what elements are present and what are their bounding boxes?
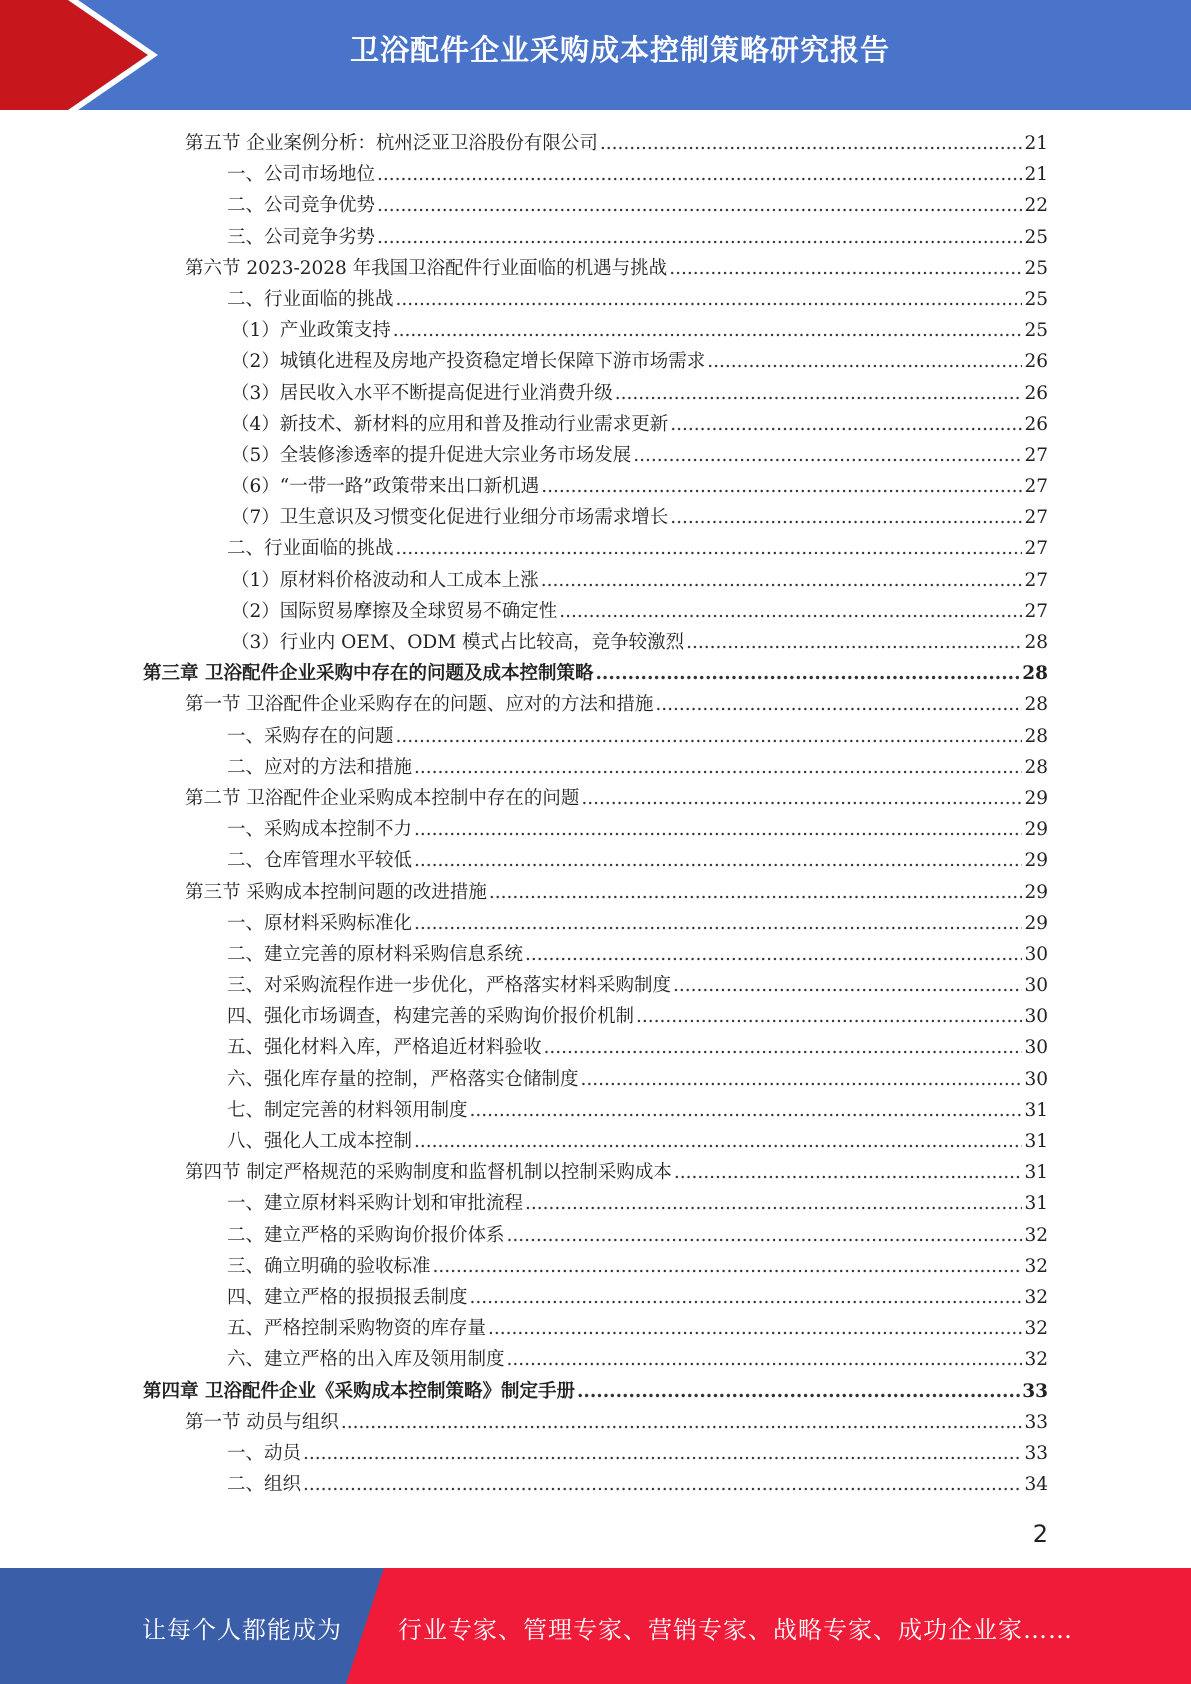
toc-entry[interactable] (143, 814, 1048, 845)
toc-entry-page: 30 (1024, 975, 1048, 997)
toc-entry-title: （3）行业内 OEM、ODM 模式占比较高，竞争较激烈 (231, 632, 685, 653)
toc-leader-dots (414, 814, 1022, 845)
toc-entry-title: （7）卫生意识及习惯变化促进行业细分市场需求增长 (231, 507, 669, 529)
toc-entry-page: 30 (1024, 1037, 1048, 1059)
toc-entry[interactable] (143, 1095, 1048, 1126)
toc-entry-page: 32 (1024, 1318, 1048, 1340)
toc-entry-title: 六、强化库存量的控制，严格落实仓储制度 (227, 1068, 579, 1090)
toc-leader-dots (686, 627, 1022, 658)
toc-entry-title: 三、确立明确的验收标准 (227, 1255, 431, 1277)
toc-entry-page: 34 (1024, 1474, 1048, 1496)
toc-entry[interactable] (143, 1407, 1048, 1438)
toc-entry-title: （5）全装修渗透率的提升促进大宗业务市场发展 (231, 444, 632, 466)
toc-entry-title: 第四节 制定严格规范的采购制度和监督机制以控制采购成本 (185, 1162, 672, 1184)
toc-entry-page: 21 (1024, 164, 1048, 186)
toc-leader-dots (396, 284, 1023, 315)
toc-entry-page: 32 (1024, 1255, 1048, 1277)
toc-entry-title: 二、公司竞争优势 (227, 195, 376, 217)
toc-leader-dots (544, 1032, 1023, 1063)
toc-leader-dots (488, 1313, 1022, 1344)
toc-entry-title: 第五节 企业案例分析：杭州泛亚卫浴股份有限公司 (185, 133, 598, 154)
toc-entry[interactable] (143, 284, 1048, 315)
toc-entry[interactable] (143, 752, 1048, 783)
toc-entry[interactable] (143, 939, 1048, 970)
toc-leader-dots (541, 565, 1023, 596)
toc-entry[interactable] (143, 378, 1048, 409)
toc-entry-page: 33 (1024, 1411, 1048, 1433)
toc-leader-dots (414, 845, 1022, 876)
toc-entry-title: 一、动员 (227, 1442, 302, 1464)
toc-entry[interactable] (143, 970, 1048, 1001)
report-title: 卫浴配件企业采购成本控制策略研究报告 (349, 33, 890, 67)
toc-entry-title: 三、公司竞争劣势 (227, 226, 376, 248)
toc-entry[interactable] (143, 253, 1048, 284)
toc-leader-dots (377, 159, 1022, 190)
toc-leader-dots (525, 1188, 1022, 1219)
toc-entry-page: 30 (1024, 943, 1048, 965)
toc-leader-dots (393, 315, 1023, 346)
toc-entry-page: 32 (1024, 1224, 1048, 1246)
toc-entry-page: 26 (1024, 351, 1048, 373)
toc-entry[interactable] (143, 1313, 1048, 1344)
toc-entry[interactable] (143, 159, 1048, 190)
toc-entry-page: 28 (1024, 756, 1048, 778)
toc-leader-dots (507, 1344, 1023, 1375)
toc-entry[interactable] (143, 658, 1048, 689)
toc-leader-dots (396, 721, 1023, 752)
toc-entry-title: （4）新技术、新材料的应用和普及推动行业需求更新 (231, 413, 669, 435)
toc-entry-page: 31 (1024, 1131, 1048, 1152)
toc-entry[interactable] (143, 565, 1048, 596)
toc-leader-dots (670, 409, 1022, 440)
toc-entry-page: 32 (1024, 1286, 1048, 1308)
toc-entry-page: 31 (1024, 1193, 1048, 1215)
toc-entry-title: 第一节 卫浴配件企业采购存在的问题、应对的方法和措施 (185, 694, 654, 716)
toc-entry-page: 25 (1024, 257, 1048, 279)
toc-entry-page: 29 (1024, 850, 1048, 872)
toc-entry-title: 第二节 卫浴配件企业采购成本控制中存在的问题 (185, 787, 580, 809)
toc-entry-title: 一、采购存在的问题 (227, 725, 394, 747)
toc-entry-title: （3）居民收入水平不断提高促进行业消费升级 (231, 382, 613, 404)
table-of-contents (143, 128, 1048, 1500)
toc-entry-title: 一、原材料采购标准化 (227, 912, 413, 934)
toc-entry-page: 22 (1024, 195, 1048, 217)
toc-leader-dots (303, 1438, 1022, 1469)
toc-leader-dots (433, 1251, 1023, 1282)
toc-entry[interactable] (143, 502, 1048, 533)
toc-entry-title: 六、建立严格的出入库及领用制度 (227, 1349, 505, 1371)
toc-entry[interactable] (143, 1251, 1048, 1282)
toc-entry-title: 四、强化市场调查，构建完善的采购询价报价机制 (227, 1006, 635, 1028)
toc-entry[interactable] (143, 222, 1048, 253)
toc-entry[interactable] (143, 1220, 1048, 1251)
toc-entry[interactable] (143, 1064, 1048, 1095)
toc-entry-title: 二、行业面临的挑战 (227, 288, 394, 310)
toc-entry-title: 第三节 采购成本控制问题的改进措施 (185, 881, 487, 903)
toc-entry[interactable] (143, 627, 1048, 658)
toc-leader-dots (525, 939, 1022, 970)
toc-leader-dots (507, 1220, 1023, 1251)
toc-entry[interactable] (143, 533, 1048, 564)
toc-entry-page: 28 (1024, 632, 1048, 653)
toc-entry-page: 31 (1024, 1099, 1048, 1121)
toc-entry-title: （1）产业政策支持 (231, 320, 391, 342)
toc-entry[interactable] (143, 1126, 1048, 1157)
toc-entry[interactable] (143, 845, 1048, 876)
toc-entry-page: 27 (1024, 476, 1048, 498)
toc-entry-page: 25 (1024, 226, 1048, 248)
toc-entry[interactable] (143, 1001, 1048, 1032)
toc-leader-dots (559, 596, 1022, 627)
toc-leader-dots (470, 1282, 1023, 1313)
toc-entry[interactable] (143, 1469, 1048, 1500)
footer-slogan-right: 行业专家、管理专家、营销专家、战略专家、成功企业家…… (398, 1616, 1073, 1644)
footer-slogan-left: 让每个人都能成为 (142, 1616, 342, 1644)
toc-leader-dots (581, 1064, 1023, 1095)
toc-leader-dots (414, 1126, 1022, 1157)
toc-entry-page: 33 (1022, 1380, 1048, 1402)
toc-leader-dots (303, 1469, 1022, 1500)
toc-entry-page: 28 (1024, 725, 1048, 747)
toc-entry[interactable] (143, 1282, 1048, 1313)
toc-entry-page: 29 (1024, 787, 1048, 809)
toc-entry-page: 27 (1024, 569, 1048, 591)
toc-entry-page: 26 (1024, 413, 1048, 435)
toc-leader-dots (636, 1001, 1022, 1032)
toc-entry-title: 二、组织 (227, 1474, 302, 1496)
toc-entry[interactable] (143, 440, 1048, 471)
toc-leader-dots (669, 253, 1022, 284)
toc-entry-page: 30 (1024, 1068, 1048, 1090)
toc-entry-title: 二、行业面临的挑战 (227, 538, 394, 560)
toc-entry-page: 28 (1022, 663, 1048, 685)
toc-leader-dots (670, 502, 1022, 533)
toc-entry-page: 27 (1024, 538, 1048, 560)
toc-entry-title: 一、建立原材料采购计划和审批流程 (227, 1193, 524, 1215)
toc-entry-page: 30 (1024, 1006, 1048, 1028)
toc-entry[interactable] (143, 1188, 1048, 1219)
page-number: 2 (1032, 1520, 1048, 1548)
toc-entry[interactable] (143, 596, 1048, 627)
toc-entry-page: 29 (1024, 819, 1048, 841)
toc-entry[interactable] (143, 721, 1048, 752)
toc-leader-dots (600, 128, 1023, 159)
toc-entry-page: 26 (1024, 382, 1048, 404)
toc-entry-title: 第一节 动员与组织 (185, 1411, 339, 1433)
toc-entry-page: 21 (1024, 133, 1048, 154)
toc-leader-dots (707, 346, 1022, 377)
toc-entry-page: 29 (1024, 912, 1048, 934)
toc-entry-title: （2）国际贸易摩擦及全球贸易不确定性 (231, 600, 558, 622)
toc-entry-title: 七、制定完善的材料领用制度 (227, 1099, 468, 1121)
toc-entry[interactable] (143, 689, 1048, 720)
toc-entry-title: 一、公司市场地位 (227, 164, 376, 186)
toc-entry-page: 29 (1024, 881, 1048, 903)
toc-leader-dots (470, 1095, 1023, 1126)
toc-leader-dots (377, 190, 1022, 221)
toc-entry[interactable] (143, 346, 1048, 377)
toc-leader-dots (615, 378, 1023, 409)
toc-entry[interactable] (143, 128, 1048, 159)
toc-entry-title: 五、严格控制采购物资的库存量 (227, 1318, 487, 1340)
toc-leader-dots (396, 533, 1023, 564)
toc-entry-title: 第四章 卫浴配件企业《采购成本控制策略》制定手册 (143, 1380, 575, 1402)
toc-leader-dots (674, 1157, 1023, 1188)
toc-entry[interactable] (143, 409, 1048, 440)
toc-entry[interactable] (143, 1376, 1048, 1407)
toc-leader-dots (341, 1407, 1023, 1438)
page-header (0, 0, 1191, 110)
toc-entry[interactable] (143, 783, 1048, 814)
toc-entry-title: 第六节 2023-2028 年我国卫浴配件行业面临的机遇与挑战 (185, 257, 668, 279)
toc-leader-dots (541, 471, 1022, 502)
toc-entry-title: 五、强化材料入库，严格追近材料验收 (227, 1037, 542, 1059)
page-footer (0, 1568, 1191, 1684)
toc-entry-title: 一、采购成本控制不力 (227, 819, 413, 841)
toc-entry-title: 二、仓库管理水平较低 (227, 850, 413, 872)
toc-leader-dots (414, 908, 1022, 939)
toc-entry[interactable] (143, 1032, 1048, 1063)
toc-entry-title: 二、建立严格的采购询价报价体系 (227, 1224, 505, 1246)
toc-entry-page: 25 (1024, 320, 1048, 342)
toc-entry[interactable] (143, 877, 1048, 908)
toc-entry-page: 25 (1024, 288, 1048, 310)
toc-entry-title: （6）“一带一路”政策带来出口新机遇 (231, 476, 540, 498)
toc-entry-page: 27 (1024, 600, 1048, 622)
toc-entry-page: 27 (1024, 507, 1048, 529)
toc-entry[interactable] (143, 1344, 1048, 1375)
toc-entry-title: 二、建立完善的原材料采购信息系统 (227, 943, 524, 965)
toc-leader-dots (581, 783, 1022, 814)
toc-entry-page: 33 (1024, 1442, 1048, 1464)
toc-entry-title: （2）城镇化进程及房地产投资稳定增长保障下游市场需求 (231, 351, 706, 373)
toc-entry[interactable] (143, 1438, 1048, 1469)
toc-leader-dots (595, 658, 1020, 689)
toc-entry-page: 28 (1024, 694, 1048, 716)
toc-leader-dots (673, 970, 1022, 1001)
toc-leader-dots (377, 222, 1022, 253)
toc-entry-title: 八、强化人工成本控制 (227, 1131, 413, 1152)
toc-entry[interactable] (143, 471, 1048, 502)
toc-leader-dots (577, 1376, 1020, 1407)
toc-entry-title: 四、建立严格的报损报丢制度 (227, 1286, 468, 1308)
toc-entry-title: 三、对采购流程作进一步优化，严格落实材料采购制度 (227, 975, 672, 997)
toc-entry[interactable] (143, 315, 1048, 346)
toc-entry-title: 二、应对的方法和措施 (227, 756, 413, 778)
toc-entry[interactable] (143, 908, 1048, 939)
toc-entry[interactable] (143, 190, 1048, 221)
toc-entry[interactable] (143, 1157, 1048, 1188)
toc-entry-title: （1）原材料价格波动和人工成本上涨 (231, 569, 539, 591)
toc-leader-dots (489, 877, 1023, 908)
toc-leader-dots (414, 752, 1022, 783)
toc-leader-dots (655, 689, 1022, 720)
toc-leader-dots (633, 440, 1022, 471)
toc-entry-title: 第三章 卫浴配件企业采购中存在的问题及成本控制策略 (143, 663, 594, 685)
toc-entry-page: 32 (1024, 1349, 1048, 1371)
toc-entry-page: 27 (1024, 444, 1048, 466)
toc-entry-page: 31 (1024, 1162, 1048, 1184)
